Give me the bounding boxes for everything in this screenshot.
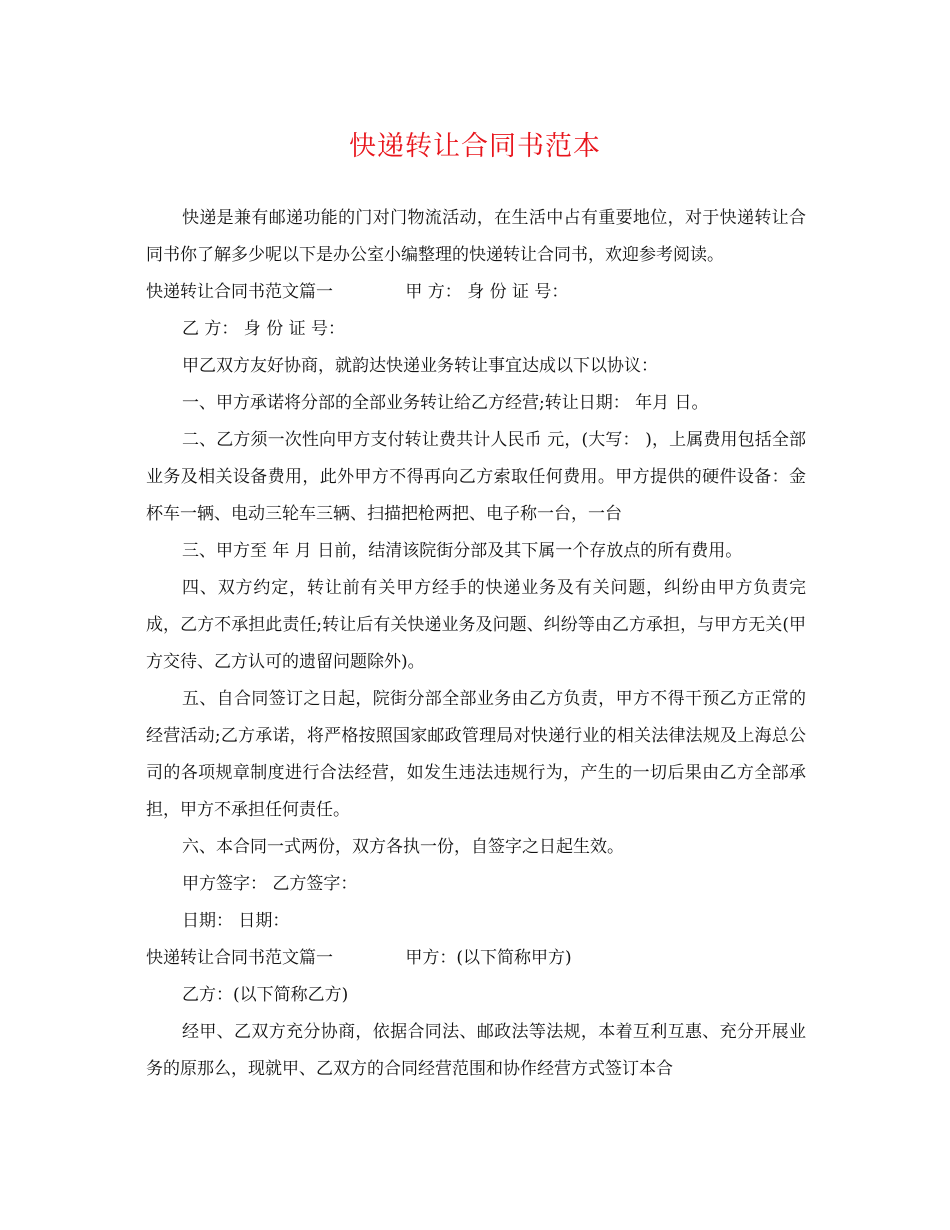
clause-6: 六、本合同一式两份，双方各执一份，自签字之日起生效。 (182, 837, 624, 857)
intro-paragraph: 快递是兼有邮递功能的门对门物流活动，在生活中占有重要地位，对于快递转让合同书你了解多少呢以下是办公室小编整理的快递转让合同书，欢迎参考阅读。 (146, 208, 806, 265)
clause-2: 二、乙方须一次性向甲方支付转让费共计人民币 元，(大写： )，上属费用包括全部业务及相关设备费用，此外甲方不得再向乙方索取任何费用。甲方提供的硬件设备：金杯车一辆、电动三轮车三辆、扫描把枪两把、电子称一台，一台 (146, 430, 806, 524)
party-b-line: 乙 方： 身 份 证 号： (182, 319, 346, 339)
party-b-definition: 乙方：(以下简称乙方) (182, 985, 349, 1005)
document-body (146, 200, 806, 1088)
clause-5: 五、自合同签订之日起，院街分部全部业务由乙方负责，甲方不得干预乙方正常的经营活动;乙方承诺，将严格按照国家邮政管理局对快递行业的相关法律法规及上海总公司的各项规章制度进行合法经营，如发生违法违规行为，产生的一切后果由乙方全部承担，甲方不承担任何责任。 (146, 689, 806, 820)
section-heading-party-a: 快递转让合同书范文篇一 甲 方： 身 份 证 号： (146, 282, 569, 302)
date-line: 日期： 日期： (182, 911, 290, 931)
clause-4: 四、双方约定，转让前有关甲方经手的快递业务及有关问题，纠纷由甲方负责完成，乙方不承担此责任;转让后有关快递业务及问题、纠纷等由乙方承担，与甲方无关(甲方交待、乙方认可的遗留问题除外)。 (146, 578, 806, 672)
clause-1: 一、甲方承诺将分部的全部业务转让给乙方经营;转让日期： 年月 日。 (182, 393, 709, 413)
agreement-intro: 甲乙双方友好协商，就韵达快递业务转让事宜达成以下以协议： (182, 356, 658, 376)
second-contract-intro: 经甲、乙双方充分协商，依据合同法、邮政法等法规，本着互利互惠、充分开展业务的原那么，现就甲、乙双方的合同经营范围和协作经营方式签订本合 (146, 1022, 806, 1079)
section-heading-second: 快递转让合同书范文篇一 甲方：(以下简称甲方) (146, 948, 572, 968)
clause-3: 三、甲方至 年 月 日前，结清该院街分部及其下属一个存放点的所有费用。 (182, 541, 743, 561)
document-title: 快递转让合同书范本 (349, 131, 601, 162)
signature-line: 甲方签字： 乙方签字： (182, 874, 358, 894)
